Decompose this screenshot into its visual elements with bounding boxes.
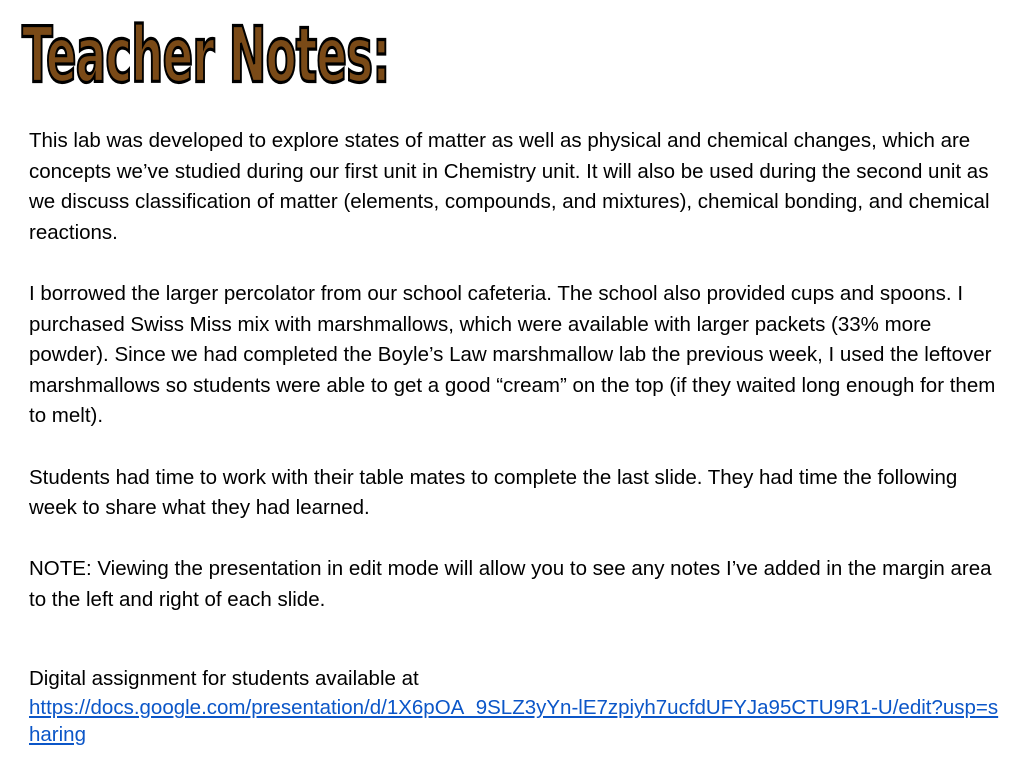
- spacer: [29, 248, 1004, 279]
- paragraph-lab-purpose: This lab was developed to explore states of matter as well as physical and chemical changes, which are concepts we’ve studied during our first unit in Chemistry unit. It will also be used during the second unit as we discuss classification of matter (elements, compounds, and mixtures), chemical bonding, and chemical reactions.: [29, 129, 990, 244]
- spacer: [29, 524, 1004, 555]
- assignment-link[interactable]: https://docs.google.com/presentation/d/1X6pOA_9SLZ3yYn-lE7zpiyh7ucfdUFYJa95CTU9R1-U/edit?usp=sharing: [29, 696, 999, 747]
- paragraph-student-work: Students had time to work with their table mates to complete the last slide. They had time the following week to share what they had learned.: [29, 465, 958, 520]
- notes-body: [29, 126, 1004, 748]
- paragraph-note: NOTE: Viewing the presentation in edit mode will allow you to see any notes I’ve added in the margin area to the left and right of each slide.: [29, 557, 992, 611]
- page-title: Teacher Notes:: [22, 11, 390, 101]
- assignment-label: Digital assignment for students available at: [29, 666, 419, 690]
- spacer: [29, 616, 1004, 664]
- spacer: [29, 432, 1004, 463]
- paragraph-materials: I borrowed the larger percolator from our school cafeteria. The school also provided cups and spoons. I purchased Swiss Miss mix with marshmallows, which were available with larger packets (33% more powder). Since we had completed the Boyle’s Law marshmallow lab the previous week, I used the leftover marshmallows so students were able to get a good “cream” on the top (if they waited long enough for them to melt).: [29, 281, 996, 428]
- title-container: [22, 4, 422, 108]
